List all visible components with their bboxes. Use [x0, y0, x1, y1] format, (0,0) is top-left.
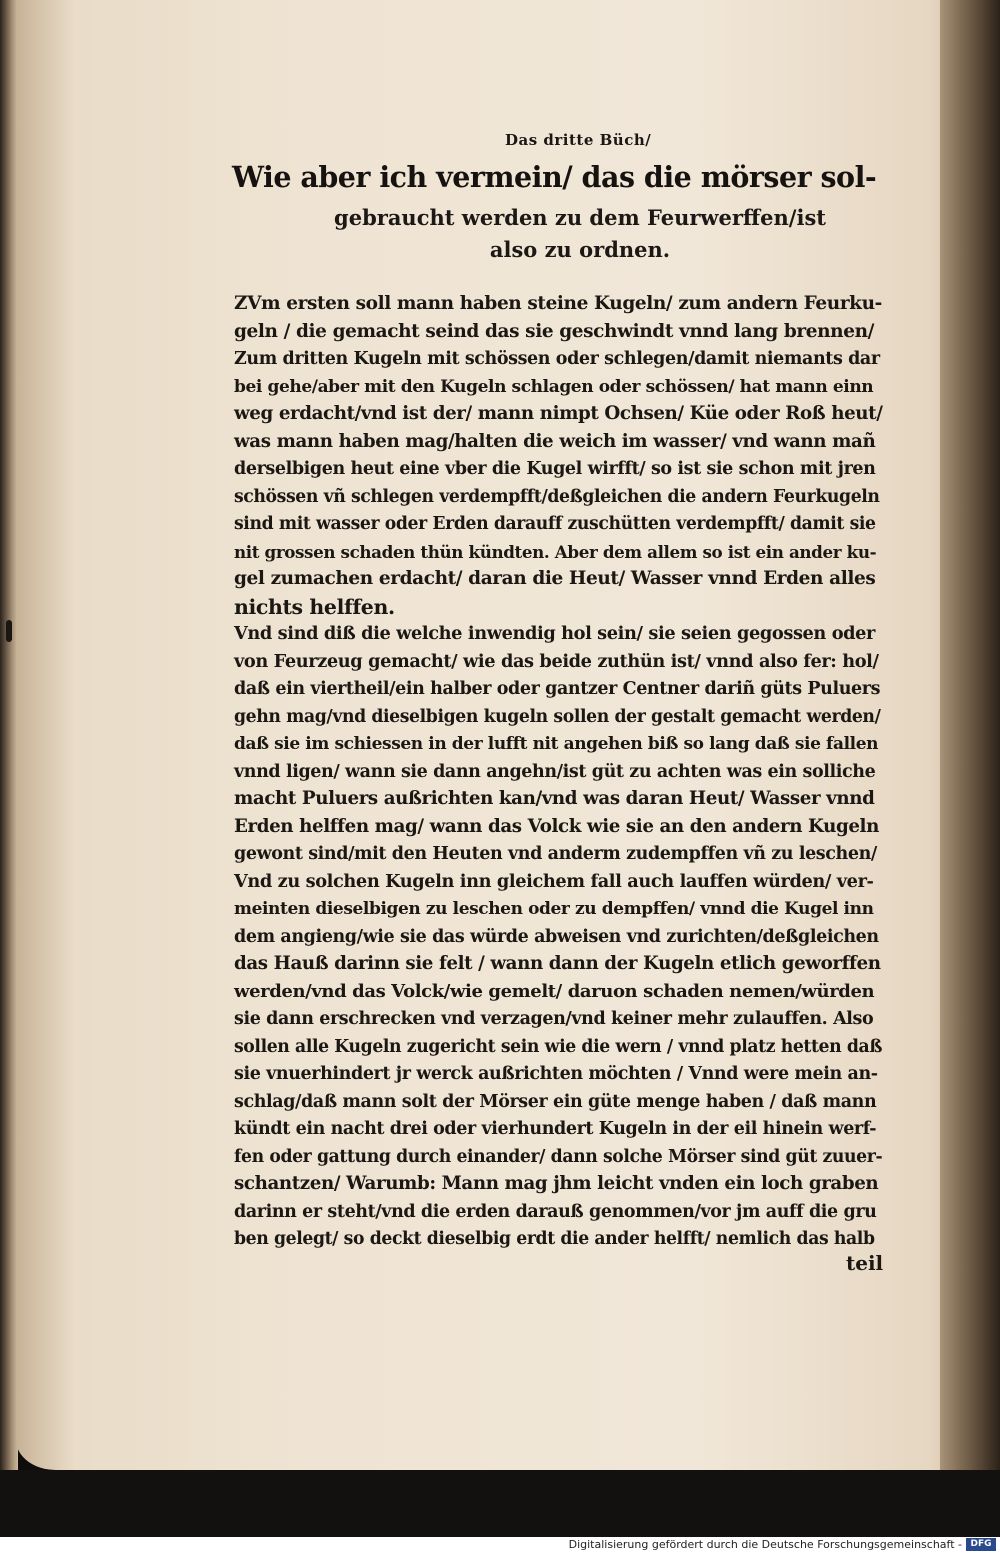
text-line: schössen vñ schlegen verdempfft/deßgleichen die andern Feurkugeln: [234, 487, 880, 507]
subheading-line: gebraucht werden zu dem Feurwerffen/ist: [334, 205, 826, 230]
page-gutter: [940, 0, 1000, 1470]
catchword: teil: [846, 1251, 884, 1275]
text-line: von Feurzeug gemacht/ wie das beide zuthün ist/ vnnd also fer: hol/: [234, 651, 879, 672]
text-line: sollen alle Kugeln zugericht sein wie die wern / vnnd platz hetten daß: [234, 1037, 883, 1057]
footer-credit: Digitalisierung gefördert durch die Deutsche Forschungsgemeinschaft -: [568, 1538, 962, 1551]
text-line: gel zumachen erdacht/ daran die Heut/ Wasser vnnd Erden alles: [234, 568, 876, 589]
text-line: ben gelegt/ so deckt dieselbig erdt die ander helfft/ nemlich das halb: [234, 1229, 875, 1249]
text-line: nit grossen schaden thün kündten. Aber dem allem so ist ein ander ku-: [234, 542, 877, 562]
text-line: Vnd zu solchen Kugeln inn gleichem fall auch lauffen würden/ ver-: [234, 871, 874, 892]
text-line: geln / die gemacht seind das sie geschwindt vnnd lang brennen/: [234, 321, 874, 342]
text-line: macht Puluers außrichten kan/vnd was daran Heut/ Wasser vnnd: [234, 788, 875, 809]
text-line: vnnd ligen/ wann sie dann angehn/ist güt zu achten was ein solliche: [234, 762, 876, 782]
text-line: meinten dieselbigen zu leschen oder zu dempffen/ vnnd die Kugel inn: [234, 899, 874, 919]
text-line: sind mit wasser oder Erden darauff zuschütten verdempfft/ damit sie: [234, 514, 876, 534]
scan-background: [0, 1470, 1000, 1540]
text-line: Zum dritten Kugeln mit schössen oder schlegen/damit niemants dar: [234, 349, 880, 369]
text-line: dem angieng/wie sie das würde abweisen vnd zurichten/deßgleichen: [234, 927, 879, 947]
text-line: das Hauß darinn sie felt / wann dann der Kugeln etlich geworffen: [234, 953, 881, 974]
text-line: darinn er steht/vnd die erden darauß genommen/vor jm auff die gru: [234, 1202, 877, 1222]
text-line: bei gehe/aber mit den Kugeln schlagen oder schössen/ hat mann einn: [234, 377, 874, 397]
text-line: sie vnuerhindert jr werck außrichten möchten / Vnnd were mein an-: [234, 1064, 878, 1084]
text-line: schlag/daß mann solt der Mörser ein güte menge haben / daß mann: [234, 1092, 877, 1112]
running-head: Das dritte Büch/: [505, 131, 652, 149]
text-line: gehn mag/vnd dieselbigen kugeln sollen der gestalt gemacht werden/: [234, 707, 881, 727]
text-line: Erden helffen mag/ wann das Volck wie sie an den andern Kugeln: [234, 816, 879, 837]
text-line: daß sie im schiessen in der lufft nit angehen biß so lang daß sie fallen: [234, 734, 879, 754]
text-line: Vnd sind diß die welche inwendig hol sein/ sie seien gegossen oder: [234, 623, 876, 644]
text-line: kündt ein nacht drei oder vierhundert Kugeln in der eil hinein werf-: [234, 1119, 877, 1139]
dfg-logo: DFG: [966, 1538, 996, 1551]
text-line: ZVm ersten soll mann haben steine Kugeln/ zum andern Feurku-: [234, 293, 882, 314]
text-line: schantzen/ Warumb: Mann mag jhm leicht vnden ein loch graben: [234, 1173, 879, 1194]
text-line: gewont sind/mit den Heuten vnd anderm zudempffen vñ zu leschen/: [234, 844, 877, 864]
text-line: was mann haben mag/halten die weich im wasser/ vnd wann mañ: [234, 431, 876, 452]
subheading-line: also zu ordnen.: [489, 237, 671, 262]
text-line: werden/vnd das Volck/wie gemelt/ daruon schaden nemen/würden: [234, 981, 875, 1002]
text-line: weg erdacht/vnd ist der/ mann nimpt Ochsen/ Küe oder Roß heut/: [234, 403, 883, 424]
text-line: sie dann erschrecken vnd verzagen/vnd keiner mehr zulauffen. Also: [234, 1009, 874, 1029]
ink-mark: [6, 620, 12, 642]
text-line: daß ein viertheil/ein halber oder gantzer Centner dariñ güts Puluers: [234, 679, 881, 699]
text-line: nichts helffen.: [234, 595, 395, 619]
text-line: fen oder gattung durch einander/ dann solche Mörser sind güt zuuer-: [234, 1147, 883, 1167]
chapter-heading: Wie aber ich vermein/ das die mörser sol-: [232, 160, 877, 194]
text-line: derselbigen heut eine vber die Kugel wirfft/ so ist sie schon mit jren: [234, 459, 876, 479]
